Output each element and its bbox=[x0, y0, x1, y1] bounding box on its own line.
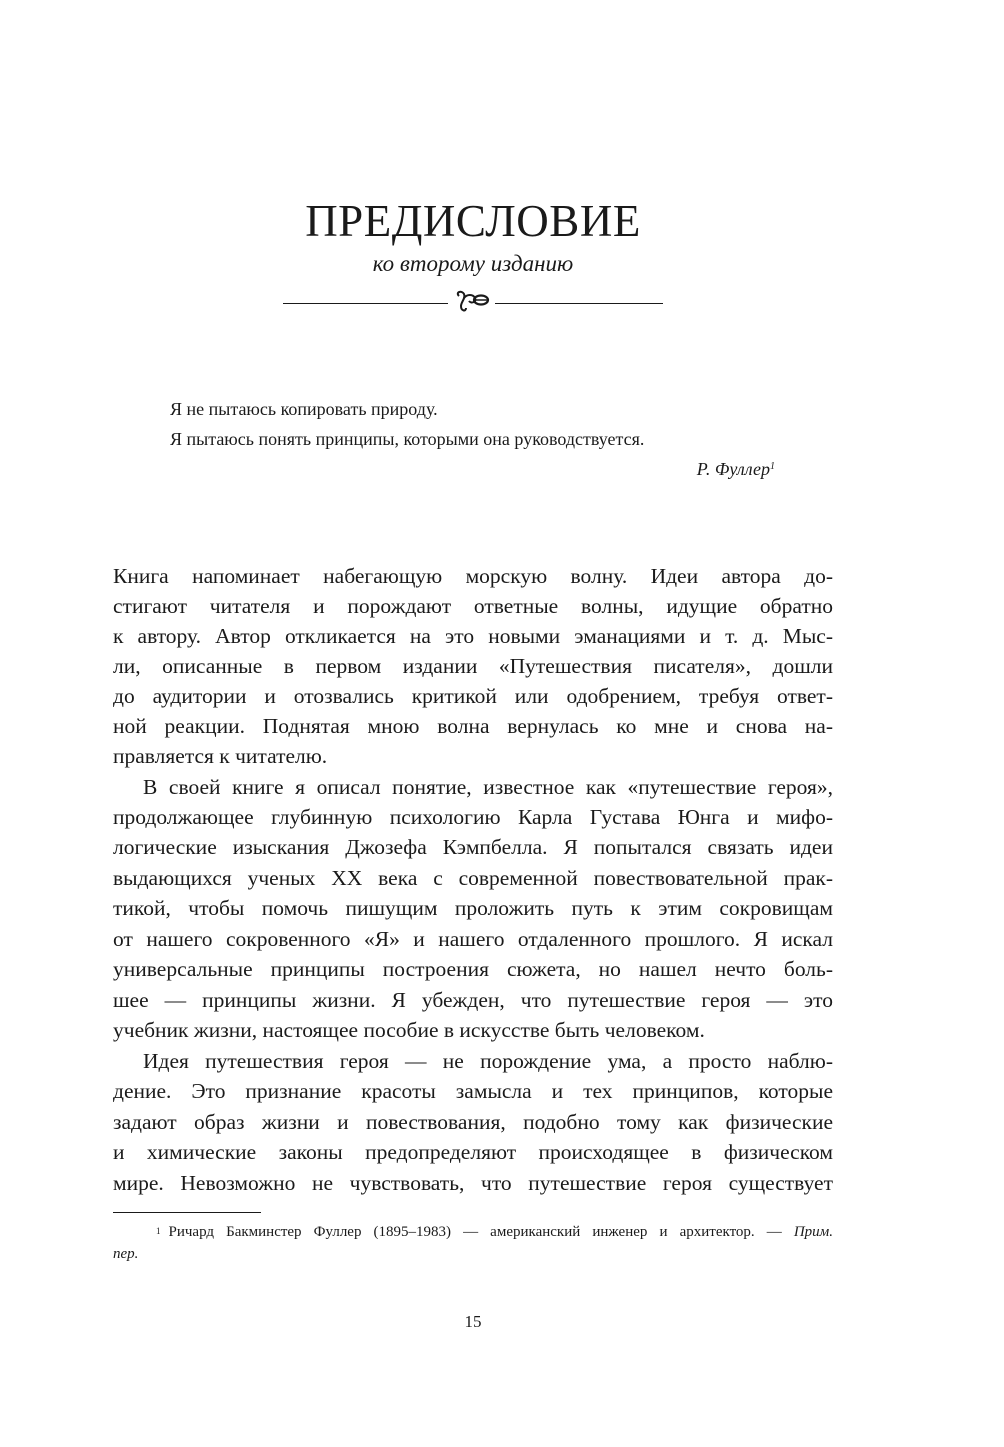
fleuron-ornament-icon bbox=[453, 288, 491, 316]
divider-line-right bbox=[495, 303, 663, 304]
body-line: правляется к читателю. bbox=[113, 744, 328, 768]
ornament-divider bbox=[283, 291, 663, 315]
divider-line-left bbox=[283, 303, 448, 304]
body-line: продолжающее глубинную психологию Карла Густава Юнга и мифо- bbox=[113, 805, 833, 829]
page-number: 15 bbox=[464, 1312, 482, 1331]
body-line: ли, описанные в первом издании «Путешествия писателя», дошли bbox=[113, 654, 833, 678]
footnote-number: 1 bbox=[156, 1226, 161, 1236]
epigraph-author bbox=[500, 457, 775, 481]
chapter-title: ПРЕДИСЛОВИЕ bbox=[305, 196, 641, 246]
body-line: дение. Это признание красоты замысла и тех принципов, которые bbox=[113, 1079, 833, 1103]
body-line: до аудитории и отозвались критикой или одобрением, требуя ответ- bbox=[113, 684, 833, 708]
epigraph-line: Я не пытаюсь копировать природу. bbox=[170, 399, 438, 419]
footnote-rule bbox=[113, 1212, 261, 1213]
body-line: к автору. Автор откликается на это новыми эманациями и т. д. Мыс- bbox=[113, 624, 833, 648]
body-line: универсальные принципы построения сюжета, но нашел нечто боль- bbox=[113, 957, 833, 981]
body-line: Книга напоминает набегающую морскую волну. Идеи автора до- bbox=[113, 564, 833, 588]
body-line: и химические законы предопределяют происходящее в физическом bbox=[113, 1140, 833, 1164]
body-line: стигают читателя и порождают ответные волны, идущие обратно bbox=[113, 594, 833, 618]
footnote-ref: 1 bbox=[770, 461, 775, 472]
footnote-note-label: Прим. bbox=[793, 1224, 833, 1240]
footnote-line bbox=[156, 1222, 833, 1242]
body-line: шее — принципы жизни. Я убежден, что путешествие героя — это bbox=[113, 988, 833, 1012]
epigraph-line: Я пытаюсь понять принципы, которыми она руководствуется. bbox=[170, 429, 645, 449]
body-line: учебник жизни, настоящее пособие в искусстве быть человеком. bbox=[113, 1018, 705, 1042]
body-line: задают образ жизни и повествования, подобно тому как физические bbox=[113, 1110, 833, 1134]
body-line: от нашего сокровенного «Я» и нашего отдаленного прошлого. Я искал bbox=[113, 927, 833, 951]
body-line: мире. Невозможно не чувствовать, что путешествие героя существует bbox=[113, 1171, 833, 1195]
body-line: Идея путешествия героя — не порождение ума, а просто наблю- bbox=[143, 1049, 833, 1073]
body-line: выдающихся ученых XX века с современной повествовательной прак- bbox=[113, 866, 833, 890]
footnote-line bbox=[113, 1244, 833, 1264]
body-line: ной реакции. Поднятая мною волна вернулась ко мне и снова на- bbox=[113, 714, 833, 738]
body-line: В своей книге я описал понятие, известное как «путешествие героя», bbox=[143, 775, 833, 799]
chapter-subtitle: ко второму изданию bbox=[372, 251, 574, 276]
epigraph-author-name: Р. Фуллер bbox=[696, 459, 770, 479]
footnote-text: Ричард Бакминстер Фуллер (1895–1983) — американский инженер и архитектор. — bbox=[168, 1224, 794, 1240]
footnote-note-label-cont: пер. bbox=[113, 1246, 139, 1262]
body-line: логические изыскания Джозефа Кэмпбелла. Я попытался связать идеи bbox=[113, 835, 833, 859]
body-line: тикой, чтобы помочь пишущим проложить путь к этим сокровищам bbox=[113, 896, 833, 920]
